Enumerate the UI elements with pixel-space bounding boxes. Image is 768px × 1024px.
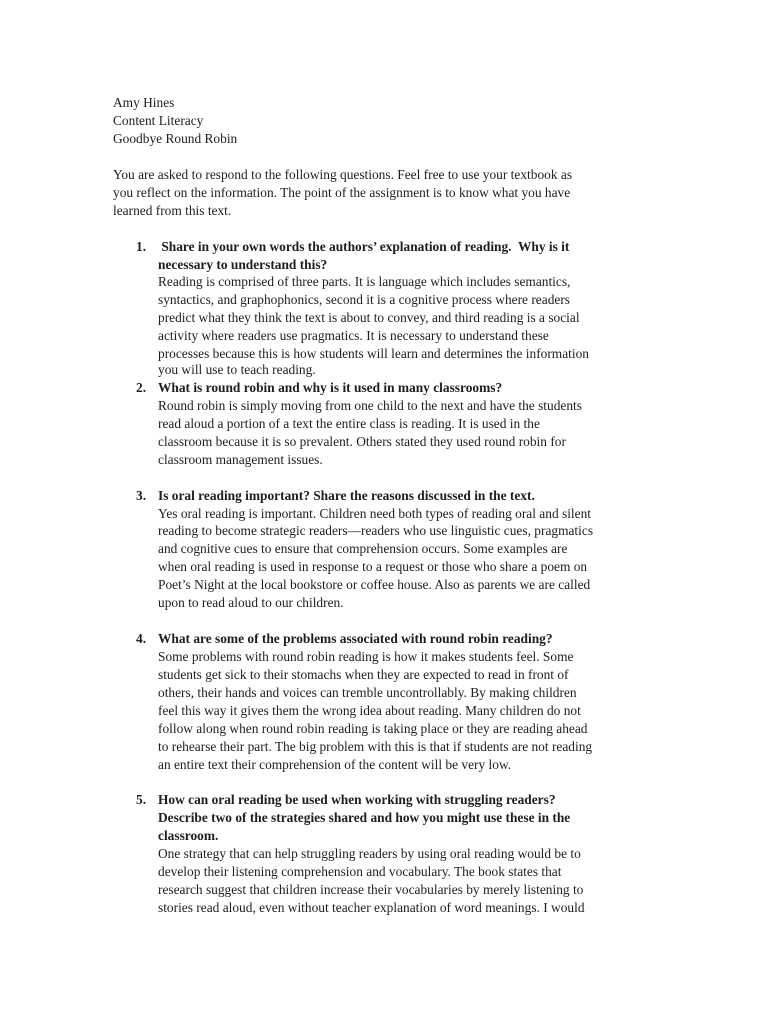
question-number: 2. — [136, 380, 147, 395]
answer-line: Poet’s Night at the local bookstore or coffee house. Also as parents we are called — [158, 577, 591, 592]
answer-line: read aloud a portion of a text the entire class is reading. It is used in the — [158, 416, 540, 431]
course-name: Content Literacy — [113, 113, 204, 128]
answer-line: to rehearse their part. The big problem with this is that if students are not reading — [158, 739, 593, 754]
answer-line: classroom because it is so prevalent. Others stated they used round robin for — [158, 434, 566, 449]
question-text: How can oral reading be used when working with struggling readers? — [158, 792, 556, 807]
answer-line: One strategy that can help struggling readers by using oral reading would be to — [158, 846, 581, 861]
answer-line: reading to become strategic readers—readers who use linguistic cues, pragmatics — [158, 523, 594, 538]
answer-line: you will use to teach reading. — [158, 362, 316, 377]
assignment-title: Goodbye Round Robin — [113, 131, 238, 146]
author-name: Amy Hines — [113, 95, 175, 110]
intro-line: you reflect on the information. The point of the assignment is to know what you have — [113, 185, 571, 200]
answer-line: Yes oral reading is important. Children need both types of reading oral and silent — [158, 506, 591, 521]
question-text: What is round robin and why is it used in many classrooms? — [158, 380, 503, 395]
question-text: Describe two of the strategies shared and how you might use these in the — [158, 810, 571, 825]
question-number: 5. — [136, 792, 147, 807]
answer-line: students get sick to their stomachs when they are expected to read in front of — [158, 667, 569, 682]
question-number: 1. — [136, 239, 147, 254]
question-text: What are some of the problems associated with round robin reading? — [158, 631, 553, 646]
answer-line: research suggest that children increase their vocabularies by merely listening to — [158, 882, 584, 897]
answer-line: upon to read aloud to our children. — [158, 595, 344, 610]
question-text: necessary to understand this? — [158, 257, 328, 272]
answer-line: Round robin is simply moving from one child to the next and have the students — [158, 398, 582, 413]
question-text: Is oral reading important? Share the reasons discussed in the text. — [158, 488, 535, 503]
intro-line: learned from this text. — [113, 203, 232, 218]
question-number: 3. — [136, 488, 147, 503]
question-number: 4. — [136, 631, 147, 646]
answer-line: predict what they think the text is about to convey, and third reading is a social — [158, 310, 580, 325]
answer-line: classroom management issues. — [158, 452, 323, 467]
answer-line: Some problems with round robin reading is how it makes students feel. Some — [158, 649, 574, 664]
answer-line: and cognitive cues to ensure that comprehension occurs. Some examples are — [158, 541, 568, 556]
answer-line: others, their hands and voices can tremble uncontrollably. By making children — [158, 685, 577, 700]
answer-line: an entire text their comprehension of the content will be very low. — [158, 757, 512, 772]
answer-line: processes because this is how students will learn and determines the information — [158, 346, 589, 361]
answer-line: follow along when round robin reading is taking place or they are reading ahead — [158, 721, 588, 736]
answer-line: activity where readers use pragmatics. It is necessary to understand these — [158, 328, 549, 343]
intro-line: You are asked to respond to the following questions. Feel free to use your textbook as — [113, 167, 573, 182]
question-text: classroom. — [158, 828, 219, 843]
answer-line: syntactics, and graphophonics, second it is a cognitive process where readers — [158, 292, 571, 307]
answer-line: feel this way it gives them the wrong idea about reading. Many children do not — [158, 703, 581, 718]
answer-line: stories read aloud, even without teacher explanation of word meanings. I would — [158, 900, 585, 915]
question-text: Share in your own words the authors’ explanation of reading. Why is it — [158, 239, 570, 254]
answer-line: when oral reading is used in response to a request or those who share a poem on — [158, 559, 588, 574]
answer-line: develop their listening comprehension and vocabulary. The book states that — [158, 864, 562, 879]
answer-line: Reading is comprised of three parts. It is language which includes semantics, — [158, 274, 571, 289]
